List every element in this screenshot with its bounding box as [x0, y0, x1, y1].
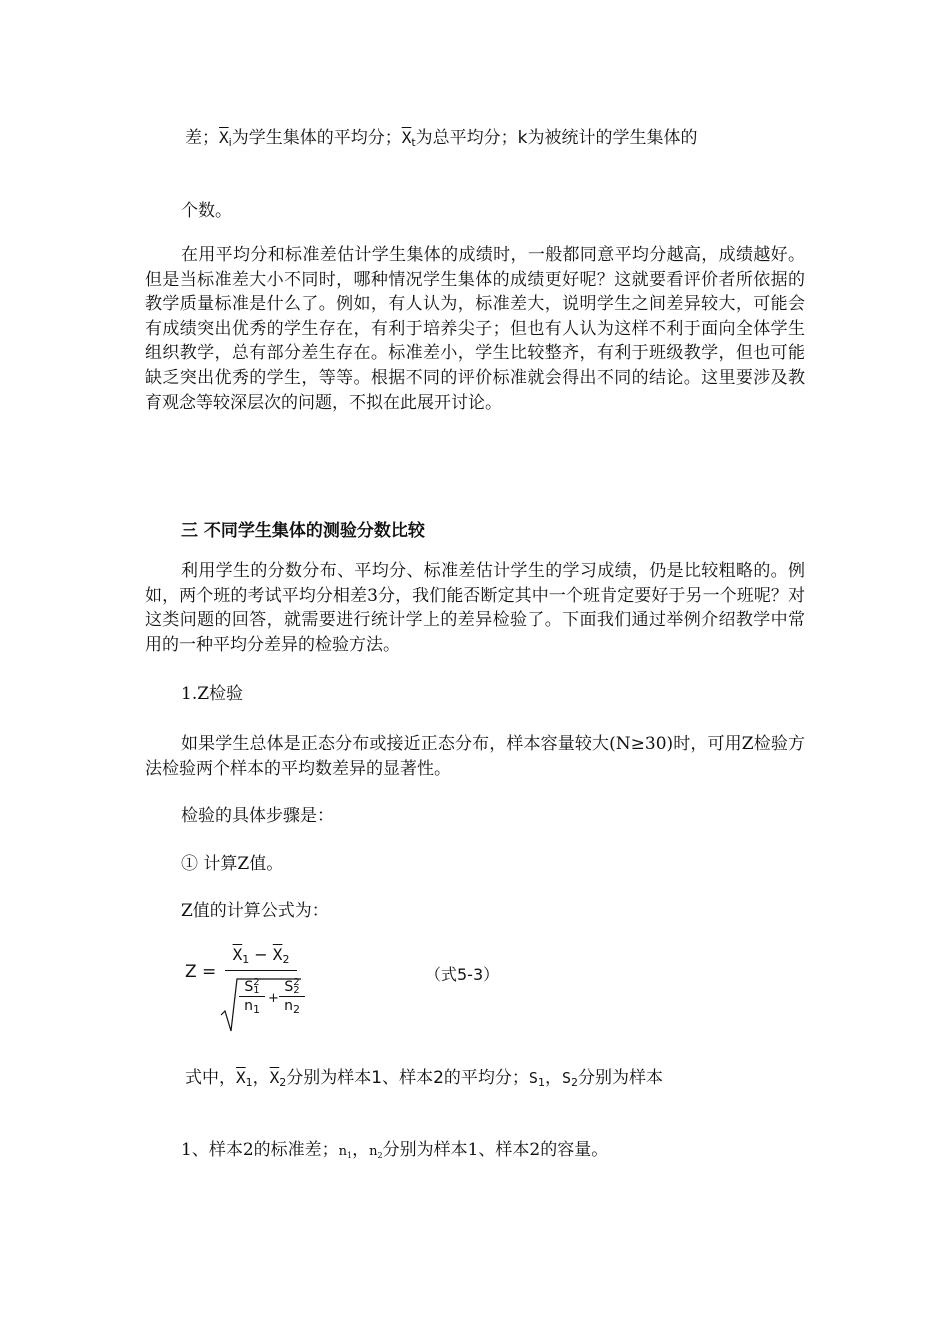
definition-line-2: 个数。 — [181, 201, 232, 221]
n1: n — [338, 1144, 348, 1159]
sub: 1 — [253, 985, 260, 996]
sub: 1 — [347, 1151, 353, 1160]
text: 分别为样本1、样本2的容量。 — [382, 1140, 609, 1160]
s1: S — [244, 979, 254, 995]
formula-lhs: Z = — [185, 962, 217, 982]
sub: 2 — [292, 1003, 300, 1016]
subscript-i: i — [228, 136, 232, 149]
z-formula — [185, 945, 525, 1035]
text: 差； — [185, 128, 219, 148]
sub: 2 — [279, 1076, 287, 1089]
paragraph-2: 利用学生的分数分布、平均分、标准差估计学生的学习成绩，仍是比较粗略的。例如，两个班的考试平均分相差3分，我们能否断定其中一个班肯定要好于另一个班呢？对这类问题的回答，就需要进行统计学上的差异检验了。下面我们通过举例介绍教学中常用的一种平均分差异的检验方法。 — [145, 561, 805, 655]
s2: S — [284, 979, 294, 995]
x-bar-2: $\overline{X}$ — [269, 1068, 280, 1087]
sub: 1 — [245, 1076, 253, 1089]
text: 为总平均分；k为被统计的学生集体的 — [415, 128, 698, 148]
text: ， — [252, 1068, 270, 1088]
sup: 2 — [253, 977, 260, 988]
fraction-bar — [225, 970, 297, 971]
text: ， — [544, 1068, 562, 1088]
x-bar-i: $\overline{X}$ — [219, 128, 229, 147]
text: 1、样本2的标准差； — [181, 1140, 339, 1160]
x-bar-t: $\overline{X}$ — [401, 128, 412, 147]
sub: 1 — [537, 1076, 545, 1089]
n2: n — [369, 1144, 378, 1159]
x-bar-1: $\overline{X}$ — [232, 945, 243, 964]
paragraph-3: 如果学生总体是正态分布或接近正态分布，样本容量较大(N≥30)时，可用Z检验方法检验两个样本的平均数差异的显著性。 — [145, 734, 805, 779]
text: 为学生集体的平均分； — [231, 128, 402, 148]
plus-sign: + — [268, 991, 279, 1006]
sub: 2 — [570, 1076, 578, 1089]
formula-numerator — [225, 945, 297, 966]
formula-intro: Z值的计算公式为： — [181, 901, 329, 921]
definition-line-1 — [185, 128, 698, 153]
sup: 2 — [293, 977, 300, 988]
paragraph-1: 在用平均分和标准差估计学生集体的成绩时，一般都同意平均分越高，成绩越好。但是当标准差大小不同时，哪种情况学生集体的成绩更好呢？这就要看评价者所依据的教学质量标准是什么了。例如，有人认为，标准差大，说明学生之间差异较大，可能会有成绩突出优秀的学生存在，有利于培养尖子；但也有人认为这样不利于面向全体学生组织教学，总有部分差生存在。标准差小，学生比较整齐，有利于班级教学，但也可能缺乏突出优秀的学生，等等。根据不同的评价标准就会得出不同的结论。这里要涉及教育观念等较深层次的问题，不拟在此展开讨论。 — [145, 245, 805, 413]
step-1: ① 计算Z值。 — [181, 854, 284, 874]
x-bar-2: $\overline{X}$ — [272, 945, 283, 964]
subscript-t: t — [411, 136, 416, 149]
minus-sign: − — [254, 945, 268, 964]
steps-intro: 检验的具体步骤是： — [181, 806, 334, 826]
n1: n — [244, 998, 253, 1014]
s2: S — [561, 1069, 571, 1087]
text: 式中， — [185, 1068, 236, 1088]
subscript-1: 1 — [242, 953, 250, 966]
s1: S — [528, 1069, 538, 1087]
sub: 2 — [293, 985, 300, 996]
subscript-2: 2 — [282, 953, 290, 966]
formula-explanation-line-2 — [181, 1140, 608, 1166]
x-bar-1: $\overline{X}$ — [236, 1068, 246, 1087]
sub: 1 — [252, 1003, 260, 1016]
text: 分别为样本 — [577, 1068, 663, 1088]
text: ， — [352, 1140, 370, 1160]
sub: 2 — [377, 1151, 383, 1160]
subsection-title: 1.Z检验 — [181, 684, 244, 704]
n2: n — [284, 998, 293, 1014]
formula-label: （式5-3） — [425, 965, 500, 984]
text: 分别为样本1、样本2的平均分； — [286, 1068, 529, 1088]
section-heading: 三 不同学生集体的测验分数比较 — [181, 521, 425, 541]
term-2 — [279, 979, 305, 1016]
term-1 — [239, 979, 265, 1016]
formula-explanation-line-1 — [185, 1068, 663, 1093]
